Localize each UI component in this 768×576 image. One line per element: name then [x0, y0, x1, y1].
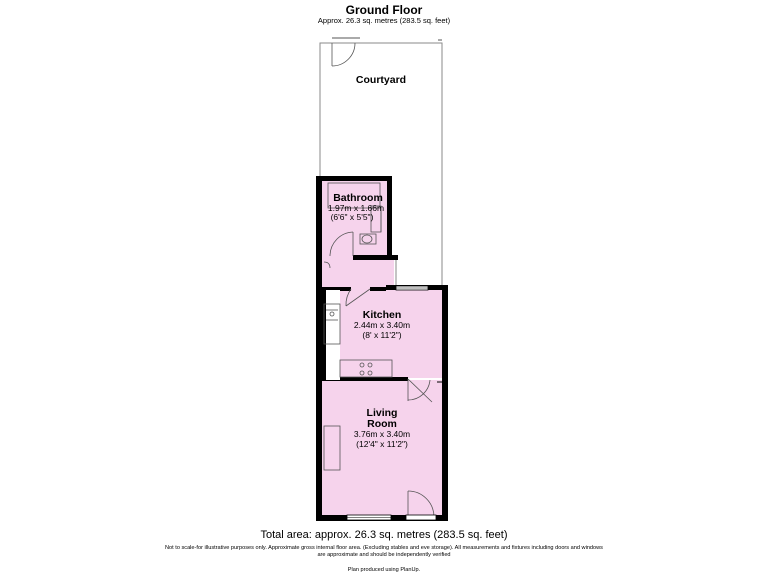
kitchen-window: [396, 286, 428, 290]
total-area: Total area: approx. 26.3 sq. metres (283.5 sq. feet): [260, 529, 508, 541]
bathroom-dimensions-imperial: (6'6" x 5'5"): [330, 212, 374, 222]
bathroom-dimensions-metric: 1.97m x 1.66m: [327, 203, 385, 213]
living-room-label-line2: Room: [367, 418, 397, 430]
floor-area: Approx. 26.3 sq. metres (283.5 sq. feet): [317, 16, 451, 25]
produced-by: Plan produced using PlanUp.: [347, 567, 421, 573]
floor-title: Ground Floor: [345, 3, 423, 17]
kitchen-dimensions-imperial: (8' x 11'2"): [362, 330, 402, 340]
living-room-dimensions-metric: 3.76m x 3.40m: [353, 429, 411, 439]
bathroom-label: Bathroom: [333, 192, 383, 204]
courtyard-label: Courtyard: [355, 74, 407, 86]
kitchen-dimensions-metric: 2.44m x 3.40m: [353, 320, 411, 330]
kitchen-label: Kitchen: [362, 309, 402, 321]
living-room-label-line1: Living: [366, 407, 398, 419]
disclaimer-line-2: are approximate and should be independently verified: [317, 552, 451, 558]
living-room-dimensions-imperial: (12'4" x 11'2"): [356, 439, 408, 449]
disclaimer-line-1: Not to scale-for illustrative purposes only. Approximate gross internal floor area. (Excluding stables and eve storage). All measurements and fixtures including doors and windows: [165, 545, 603, 551]
